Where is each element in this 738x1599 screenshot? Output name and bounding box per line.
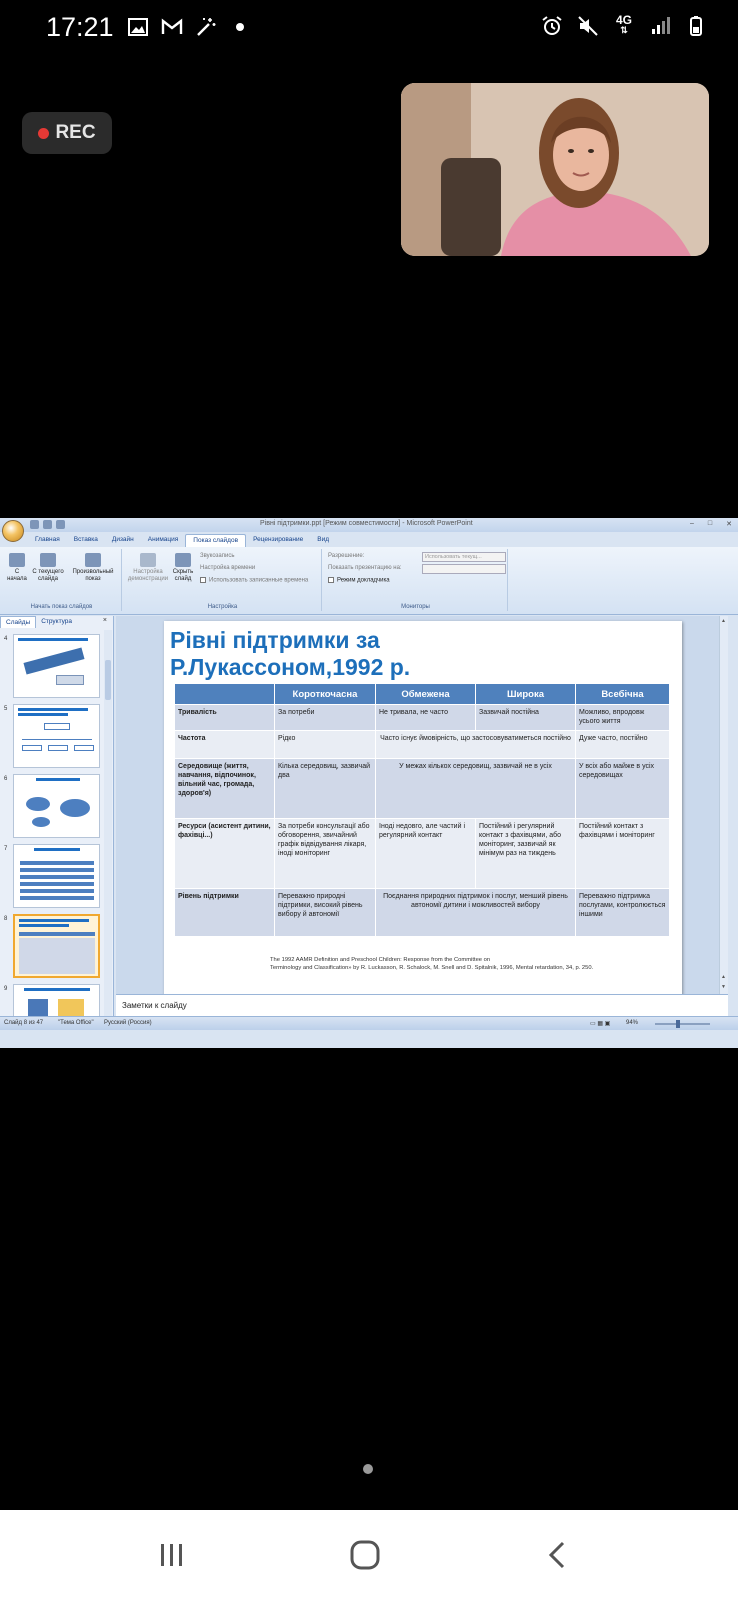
slides-pane xyxy=(0,616,114,1030)
thumb-number: 9 xyxy=(4,986,8,992)
recording-badge xyxy=(22,112,112,154)
row-header-cell: Середовище (життя, навчання, відпочинок, вільний час, громада, здоров'я) xyxy=(175,759,275,819)
resolution-label-wrap xyxy=(328,553,364,559)
alarm-icon xyxy=(540,14,564,38)
row-header-cell: Тривалість xyxy=(175,705,275,731)
tab-slide-show[interactable]: Показ слайдов xyxy=(185,534,246,547)
table-cell: Переважно природні підтримки, високий рівень вибору й автономії xyxy=(275,889,376,937)
support-levels-table[interactable] xyxy=(174,683,670,937)
slide-title[interactable] xyxy=(170,627,410,681)
table-row xyxy=(175,705,670,731)
current-slide[interactable] xyxy=(164,621,682,1007)
thumb-title-bar xyxy=(36,778,80,781)
record-dot-icon xyxy=(38,128,49,139)
thumb-box-shape xyxy=(48,745,68,751)
hide-slide-icon xyxy=(175,553,191,567)
thumb-line-shape xyxy=(22,739,92,740)
table-header-cell xyxy=(175,684,275,705)
tab-animation[interactable]: Анимация xyxy=(147,536,179,543)
page-indicator xyxy=(363,1464,373,1474)
notes-placeholder: Заметки к слайду xyxy=(122,1001,187,1010)
ribbon-group-setup xyxy=(124,549,322,611)
slides-pane-scrollbar[interactable] xyxy=(104,630,112,1030)
back-button[interactable] xyxy=(534,1532,582,1578)
office-button[interactable] xyxy=(2,520,24,542)
record-narration-label: Звукозапись xyxy=(200,553,235,559)
resolution-label: Разрешение: xyxy=(328,553,365,559)
reference-line1: The 1992 AAMR Definition and Preschool Children: Response from the Committee on xyxy=(270,957,491,963)
from-beginning-button[interactable] xyxy=(6,553,28,583)
use-timings-checkbox[interactable] xyxy=(200,577,206,583)
thumb-title-bar-2 xyxy=(19,924,69,927)
minimize-button[interactable]: ‒ xyxy=(689,520,694,527)
dot-icon xyxy=(228,15,252,39)
system-icons xyxy=(540,14,708,38)
table-cell: Можливо, впродовж усього життя xyxy=(576,705,670,731)
setup-show-icon xyxy=(140,553,156,567)
thumb-table-header xyxy=(19,932,95,936)
thumb-box-shape xyxy=(44,723,70,730)
table-cell: У всіх або майже в усіх середовищах xyxy=(576,759,670,819)
table-cell: Переважно підтримка послугами, контролюється іншими xyxy=(576,889,670,937)
from-beginning-label: С начала xyxy=(7,569,27,582)
zoom-slider[interactable] xyxy=(655,1023,710,1025)
table-header-cell: Всебічна xyxy=(576,684,670,705)
back-icon xyxy=(542,1539,574,1571)
custom-show-icon xyxy=(85,553,101,567)
thumb-row-shape xyxy=(20,868,94,872)
row-header-cell: Ресурси (асистент дитини, фахівці...) xyxy=(175,819,275,889)
thumb-arrow-shape xyxy=(23,647,84,674)
webcam-video[interactable] xyxy=(401,83,709,256)
tab-design[interactable]: Дизайн xyxy=(111,536,134,543)
table-cell: Не тривала, не часто xyxy=(376,705,476,731)
recording-label: REC xyxy=(55,122,96,143)
thumb-number: 6 xyxy=(4,776,8,782)
thumb-title-bar xyxy=(18,638,88,641)
slide-thumbnail[interactable] xyxy=(13,774,100,838)
image-icon xyxy=(126,15,150,39)
slide-thumbnail[interactable] xyxy=(13,704,100,768)
table-cell: Зазвичай постійна xyxy=(476,705,576,731)
hide-slide-button[interactable] xyxy=(170,553,196,583)
custom-show-button[interactable] xyxy=(68,553,118,583)
status-time: 17:21 xyxy=(46,12,114,42)
thumb-ellipse-shape xyxy=(26,797,50,811)
record-narration-option[interactable] xyxy=(200,553,234,559)
table-row xyxy=(175,889,670,937)
thumb-title-bar xyxy=(18,708,88,711)
title-bar xyxy=(0,518,738,532)
zoom-slider-knob[interactable] xyxy=(676,1020,680,1028)
next-slide-icon[interactable]: ▼ xyxy=(721,984,726,990)
slide-editing-area xyxy=(116,616,728,994)
ribbon-tabs xyxy=(28,534,336,547)
thumb-title-bar-2 xyxy=(18,713,68,716)
slide-title-line1: Рівні підтримки за xyxy=(170,627,380,653)
tab-review[interactable]: Рецензирование xyxy=(253,536,304,543)
table-cell-merged: Часто існує ймовірність, що застосовуватиметься постійно xyxy=(376,731,576,759)
table-header-row xyxy=(175,684,670,705)
thumb-number: 4 xyxy=(4,636,8,642)
table-cell: Постійний і регулярний контакт з фахівцями, або моніторинг, зазвичай як мінімум раз на тиждень xyxy=(476,819,576,889)
navigation-bar xyxy=(0,1510,738,1599)
powerpoint-window xyxy=(0,518,738,1048)
thumb-row-shape xyxy=(20,882,94,886)
window-controls xyxy=(690,520,732,528)
scroll-up-icon[interactable]: ▲ xyxy=(721,618,726,624)
slide-scrollbar[interactable] xyxy=(719,616,728,994)
thumb-title-bar xyxy=(34,848,80,851)
thumb-box-shape xyxy=(56,675,84,685)
thumb-row-shape xyxy=(20,889,94,893)
magic-wand-icon xyxy=(194,15,218,39)
group-label-monitors: Мониторы xyxy=(401,604,430,610)
row-header-cell: Рівень підтримки xyxy=(175,889,275,937)
thumb-ellipse-shape xyxy=(60,799,90,817)
redo-icon[interactable] xyxy=(56,520,65,529)
setup-show-label: Настройка демонстрации xyxy=(127,569,169,582)
table-cell-merged: Поєднання природних підтримок і послуг, менший рівень автономії дитини і можливостей вибору xyxy=(376,889,576,937)
quick-access-toolbar xyxy=(30,520,65,529)
gmail-icon xyxy=(160,15,184,39)
mute-icon xyxy=(576,14,600,38)
tab-home[interactable]: Главная xyxy=(35,536,60,543)
thumb-ellipse-shape xyxy=(32,817,50,827)
setup-show-button[interactable] xyxy=(128,553,168,583)
thumb-row-shape xyxy=(20,896,94,900)
slide-thumbnail[interactable] xyxy=(13,634,100,698)
network-4g-icon: 4G ⇅ xyxy=(615,13,632,35)
tab-view[interactable]: Вид xyxy=(317,536,330,543)
slide-title-line2: Р.Лукассоном,1992 р. xyxy=(170,654,411,680)
scrollbar-thumb[interactable] xyxy=(105,660,111,700)
undo-icon[interactable] xyxy=(43,520,52,529)
table-cell: Іноді недовго, але частий і регулярний контакт xyxy=(376,819,476,889)
table-row xyxy=(175,731,670,759)
table-cell-merged: У межах кількох середовищ, зазвичай не в усіх xyxy=(376,759,576,819)
notification-icons xyxy=(126,15,252,39)
table-cell: Дуже часто, постійно xyxy=(576,731,670,759)
from-current-button[interactable] xyxy=(30,553,66,583)
use-timings-option[interactable] xyxy=(200,577,308,584)
use-timings-label: Использовать записанные времена xyxy=(209,577,309,584)
save-icon[interactable] xyxy=(30,520,39,529)
home-icon xyxy=(348,1538,382,1572)
notes-pane[interactable] xyxy=(116,994,728,1016)
rehearse-timings-option[interactable] xyxy=(200,565,255,571)
zoom-level[interactable]: 94% xyxy=(626,1020,639,1026)
thumb-number: 7 xyxy=(4,846,8,852)
presenter-view-option[interactable] xyxy=(328,577,390,584)
ribbon-group-monitors xyxy=(324,549,508,611)
recent-apps-button[interactable] xyxy=(148,1532,196,1578)
theme-name: "Тема Office" xyxy=(58,1020,94,1026)
thumb-row-shape xyxy=(20,875,94,879)
battery-icon xyxy=(684,14,708,38)
hide-slide-label: Скрыть слайд xyxy=(172,569,194,582)
from-current-label: С текущего слайда xyxy=(32,569,64,582)
rehearse-timings-label: Настройка времени xyxy=(200,565,256,571)
table-header-cell: Короткочасна xyxy=(275,684,376,705)
status-bar xyxy=(0,0,738,56)
ppt-status-bar xyxy=(0,1016,738,1030)
table-cell: Рідко xyxy=(275,731,376,759)
table-header-cell: Широка xyxy=(476,684,576,705)
thumb-box-shape xyxy=(22,745,42,751)
window-title: Рівні підтримки.ppt [Режим совместимости] - Microsoft PowerPoint xyxy=(260,520,473,527)
maximize-button[interactable]: □ xyxy=(707,520,713,527)
ribbon xyxy=(0,547,738,615)
presenter-view-checkbox[interactable] xyxy=(328,577,334,583)
thumb-box-shape xyxy=(74,745,94,751)
thumb-title-bar xyxy=(24,988,90,991)
tab-outline[interactable]: Структура xyxy=(41,618,73,625)
row-header-cell: Частота xyxy=(175,731,275,759)
slide-counter: Слайд 8 из 47 xyxy=(4,1020,44,1026)
table-row xyxy=(175,819,670,889)
slide-reference xyxy=(270,956,675,972)
presenter-view-label: Режим докладчика xyxy=(337,577,390,584)
group-label-start-show: Начать показ слайдов xyxy=(30,604,93,610)
slides-pane-tabs xyxy=(0,616,77,628)
tab-insert[interactable]: Вставка xyxy=(73,536,98,543)
signal-icon xyxy=(648,14,672,38)
prev-slide-icon[interactable]: ▲ xyxy=(721,974,726,980)
show-on-select[interactable] xyxy=(422,564,506,574)
thumb-table-body xyxy=(19,938,95,974)
reference-line2: Terminology and Classification» by R. Luckasson, R. Schalock, M. Snell and D. Spitalnik, 1996, Mental retardation, 34, p. 250. xyxy=(270,965,594,971)
show-on-label: Показать презентацию на: xyxy=(328,565,402,571)
slideshow-current-icon xyxy=(40,553,56,567)
thumb-row-shape xyxy=(20,861,94,865)
table-cell: Кілька середовищ, зазвичай два xyxy=(275,759,376,819)
thumb-title-bar xyxy=(19,919,89,922)
close-pane-icon[interactable]: × xyxy=(102,617,107,624)
webcam-participant-image xyxy=(401,83,709,256)
close-button[interactable]: ✕ xyxy=(726,521,732,528)
thumb-number-selected: 8 xyxy=(4,916,8,922)
slideshow-start-icon xyxy=(9,553,25,567)
network-label: 4G xyxy=(615,13,632,27)
table-header-cell: Обмежена xyxy=(376,684,476,705)
home-button[interactable] xyxy=(341,1532,389,1578)
resolution-select[interactable]: Использовать текущ... xyxy=(422,552,506,562)
recent-apps-icon xyxy=(156,1539,188,1571)
table-cell: За потреби консультації або обговорення, звичайний графік відвідування лікаря, іноді моніторинг xyxy=(275,819,376,889)
show-on-label-wrap xyxy=(328,565,402,571)
slide-thumbnail-selected[interactable] xyxy=(13,914,100,978)
language: Русский (Россия) xyxy=(104,1020,152,1026)
thumb-number: 5 xyxy=(4,706,8,712)
custom-show-label: Произвольный показ xyxy=(72,569,114,582)
slide-thumbnail[interactable] xyxy=(13,844,100,908)
table-row xyxy=(175,759,670,819)
table-cell: За потреби xyxy=(275,705,376,731)
group-label-setup: Настройка xyxy=(207,604,238,610)
ribbon-group-start-show xyxy=(2,549,122,611)
view-buttons[interactable]: ▭ ▦ ▣ xyxy=(590,1021,611,1027)
table-cell: Постійний контакт з фахівцями і моніторинг xyxy=(576,819,670,889)
tab-slides[interactable]: Слайды xyxy=(0,616,36,628)
